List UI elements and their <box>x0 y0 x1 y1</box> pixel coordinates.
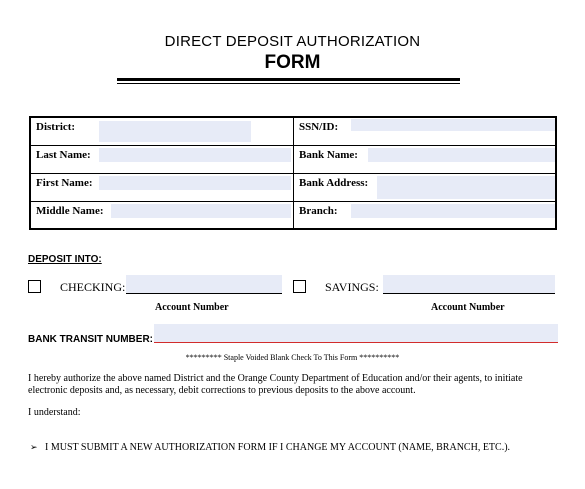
form-title-line1: DIRECT DEPOSIT AUTHORIZATION <box>164 33 421 50</box>
checking-label: CHECKING: <box>60 280 126 294</box>
ssn-label: SSN/ID: <box>299 121 339 133</box>
branch-label: Branch: <box>299 205 338 217</box>
checking-checkbox[interactable] <box>28 280 41 293</box>
title-rule-thin <box>117 83 460 84</box>
table-column-divider <box>293 118 294 228</box>
checking-account-caption: Account Number <box>155 302 229 313</box>
authorization-paragraph: I hereby authorize the above named District and the Orange County Department of Education and/or their agents, to initiate electronic deposits and, as necessary, debit corrections to previous deposits to the above account. <box>28 373 523 396</box>
staple-check-notice: ********* Staple Voided Blank Check To This Form ********** <box>185 353 400 362</box>
bank-address-field[interactable] <box>377 176 555 199</box>
last-name-field[interactable] <box>99 148 291 162</box>
understand-label: I understand: <box>28 407 81 418</box>
savings-label: SAVINGS: <box>325 280 379 294</box>
savings-account-caption: Account Number <box>431 302 505 313</box>
bank-transit-label: BANK TRANSIT NUMBER: <box>28 334 153 345</box>
last-name-label: Last Name: <box>36 149 91 161</box>
branch-field[interactable] <box>351 204 555 218</box>
bank-transit-field[interactable] <box>154 324 558 342</box>
account-change-notice: I MUST SUBMIT A NEW AUTHORIZATION FORM IF I CHANGE MY ACCOUNT (NAME, BRANCH, ETC.). <box>45 442 511 453</box>
bank-transit-underline <box>154 342 558 343</box>
deposit-into-label: DEPOSIT INTO: <box>28 254 102 265</box>
savings-account-field[interactable] <box>383 275 555 293</box>
first-name-field[interactable] <box>99 176 291 190</box>
ssn-field[interactable] <box>351 119 555 131</box>
checking-account-underline <box>126 293 282 294</box>
bank-name-field[interactable] <box>368 148 555 162</box>
info-table <box>29 116 557 230</box>
district-field[interactable] <box>99 121 251 142</box>
bullet-arrow-icon: ➢ <box>30 442 38 452</box>
district-label: District: <box>36 121 76 133</box>
middle-name-field[interactable] <box>111 204 291 218</box>
first-name-label: First Name: <box>36 177 93 189</box>
form-title-line2: FORM <box>264 52 321 73</box>
savings-checkbox[interactable] <box>293 280 306 293</box>
bank-name-label: Bank Name: <box>299 149 358 161</box>
checking-account-field[interactable] <box>126 275 282 293</box>
middle-name-label: Middle Name: <box>36 205 104 217</box>
bank-address-label: Bank Address: <box>299 177 369 189</box>
title-rule-thick <box>117 78 460 81</box>
savings-account-underline <box>383 293 555 294</box>
